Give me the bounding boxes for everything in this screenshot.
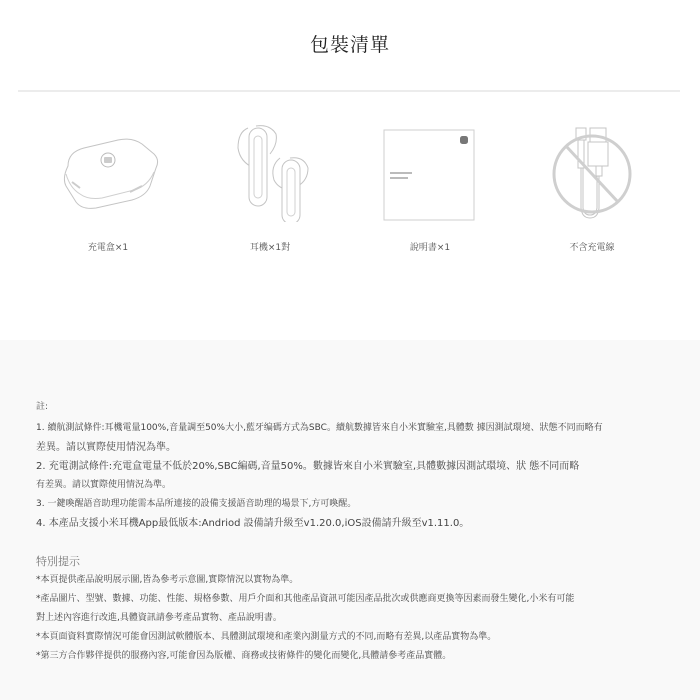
- note-line: 有差異。請以實際使用情況為準。: [36, 480, 172, 490]
- notes-block: [36, 398, 676, 533]
- no-cable-icon: [522, 122, 662, 222]
- manual-icon: [360, 122, 500, 222]
- package-items: [0, 122, 700, 262]
- tip-line: *本頁面資料實際情況可能會因測試軟體版本、具體測試環境和產業內測量方式的不同,而略有差異,以產品實物為準。: [36, 632, 497, 642]
- note-line: 3. 一鍵喚醒語音助理功能需本品所連接的設備支援語音助理的場景下,方可喚醒。: [36, 499, 357, 509]
- tip-line: *本頁提供產品說明展示圖,皆為參考示意圖,實際情況以實物為準。: [36, 575, 299, 585]
- package-item-no-cable: [522, 122, 662, 262]
- note-line: 4. 本產品支援小米耳機App最低版本:Andriod 設備請升級至v1.20.0,iOS設備請升級至v1.11.0。: [36, 518, 470, 529]
- earbuds-icon: [200, 122, 340, 222]
- package-item-earbuds: [200, 122, 340, 262]
- special-tips-block: [36, 552, 676, 666]
- note-line: 2. 充電測試條件:充電盒電量不低於20%,SBC編碼,音量50%。數據皆來自小米實驗室,具體數據因測試環境、狀 態不同而略: [36, 461, 580, 472]
- divider: [18, 90, 680, 92]
- no-cable-label: 不含充電線: [569, 243, 615, 253]
- package-item-charging-case: [38, 122, 178, 262]
- notes-heading: 註:: [36, 402, 49, 412]
- package-list-section: [0, 0, 700, 340]
- earbuds-label: 耳機×1對: [249, 243, 291, 253]
- tip-line: *第三方合作夥伴提供的服務內容,可能會因為版權、商務或技術條件的變化而變化,具體請參考產品實體。: [36, 651, 452, 661]
- tip-line: *產品圖片、型號、數據、功能、性能、規格參數、用戶介面和其他產品資訊可能因產品批次或供應商更換等因素而發生變化,小米有可能: [36, 594, 575, 604]
- charging-case-label: 充電盒×1: [87, 243, 129, 253]
- manual-label: 說明書×1: [409, 243, 451, 253]
- notes-section: [0, 340, 700, 700]
- charging-case-icon: [38, 122, 178, 222]
- note-line: 1. 續航測試條件:耳機電量100%,音量調至50%大小,藍牙编碼方式為SBC。續航數據皆來自小米實驗室,具體數 據因測試環境、狀態不同而略有: [36, 423, 603, 433]
- package-item-manual: [360, 122, 500, 262]
- page-title: 包裝清單: [309, 34, 390, 56]
- tip-line: 對上述內容進行改進,具體資訊請參考產品實物、產品說明書。: [36, 613, 282, 623]
- note-line: 差異。請以實際使用情況為準。: [36, 442, 176, 453]
- special-tips-heading: 特別提示: [36, 555, 80, 568]
